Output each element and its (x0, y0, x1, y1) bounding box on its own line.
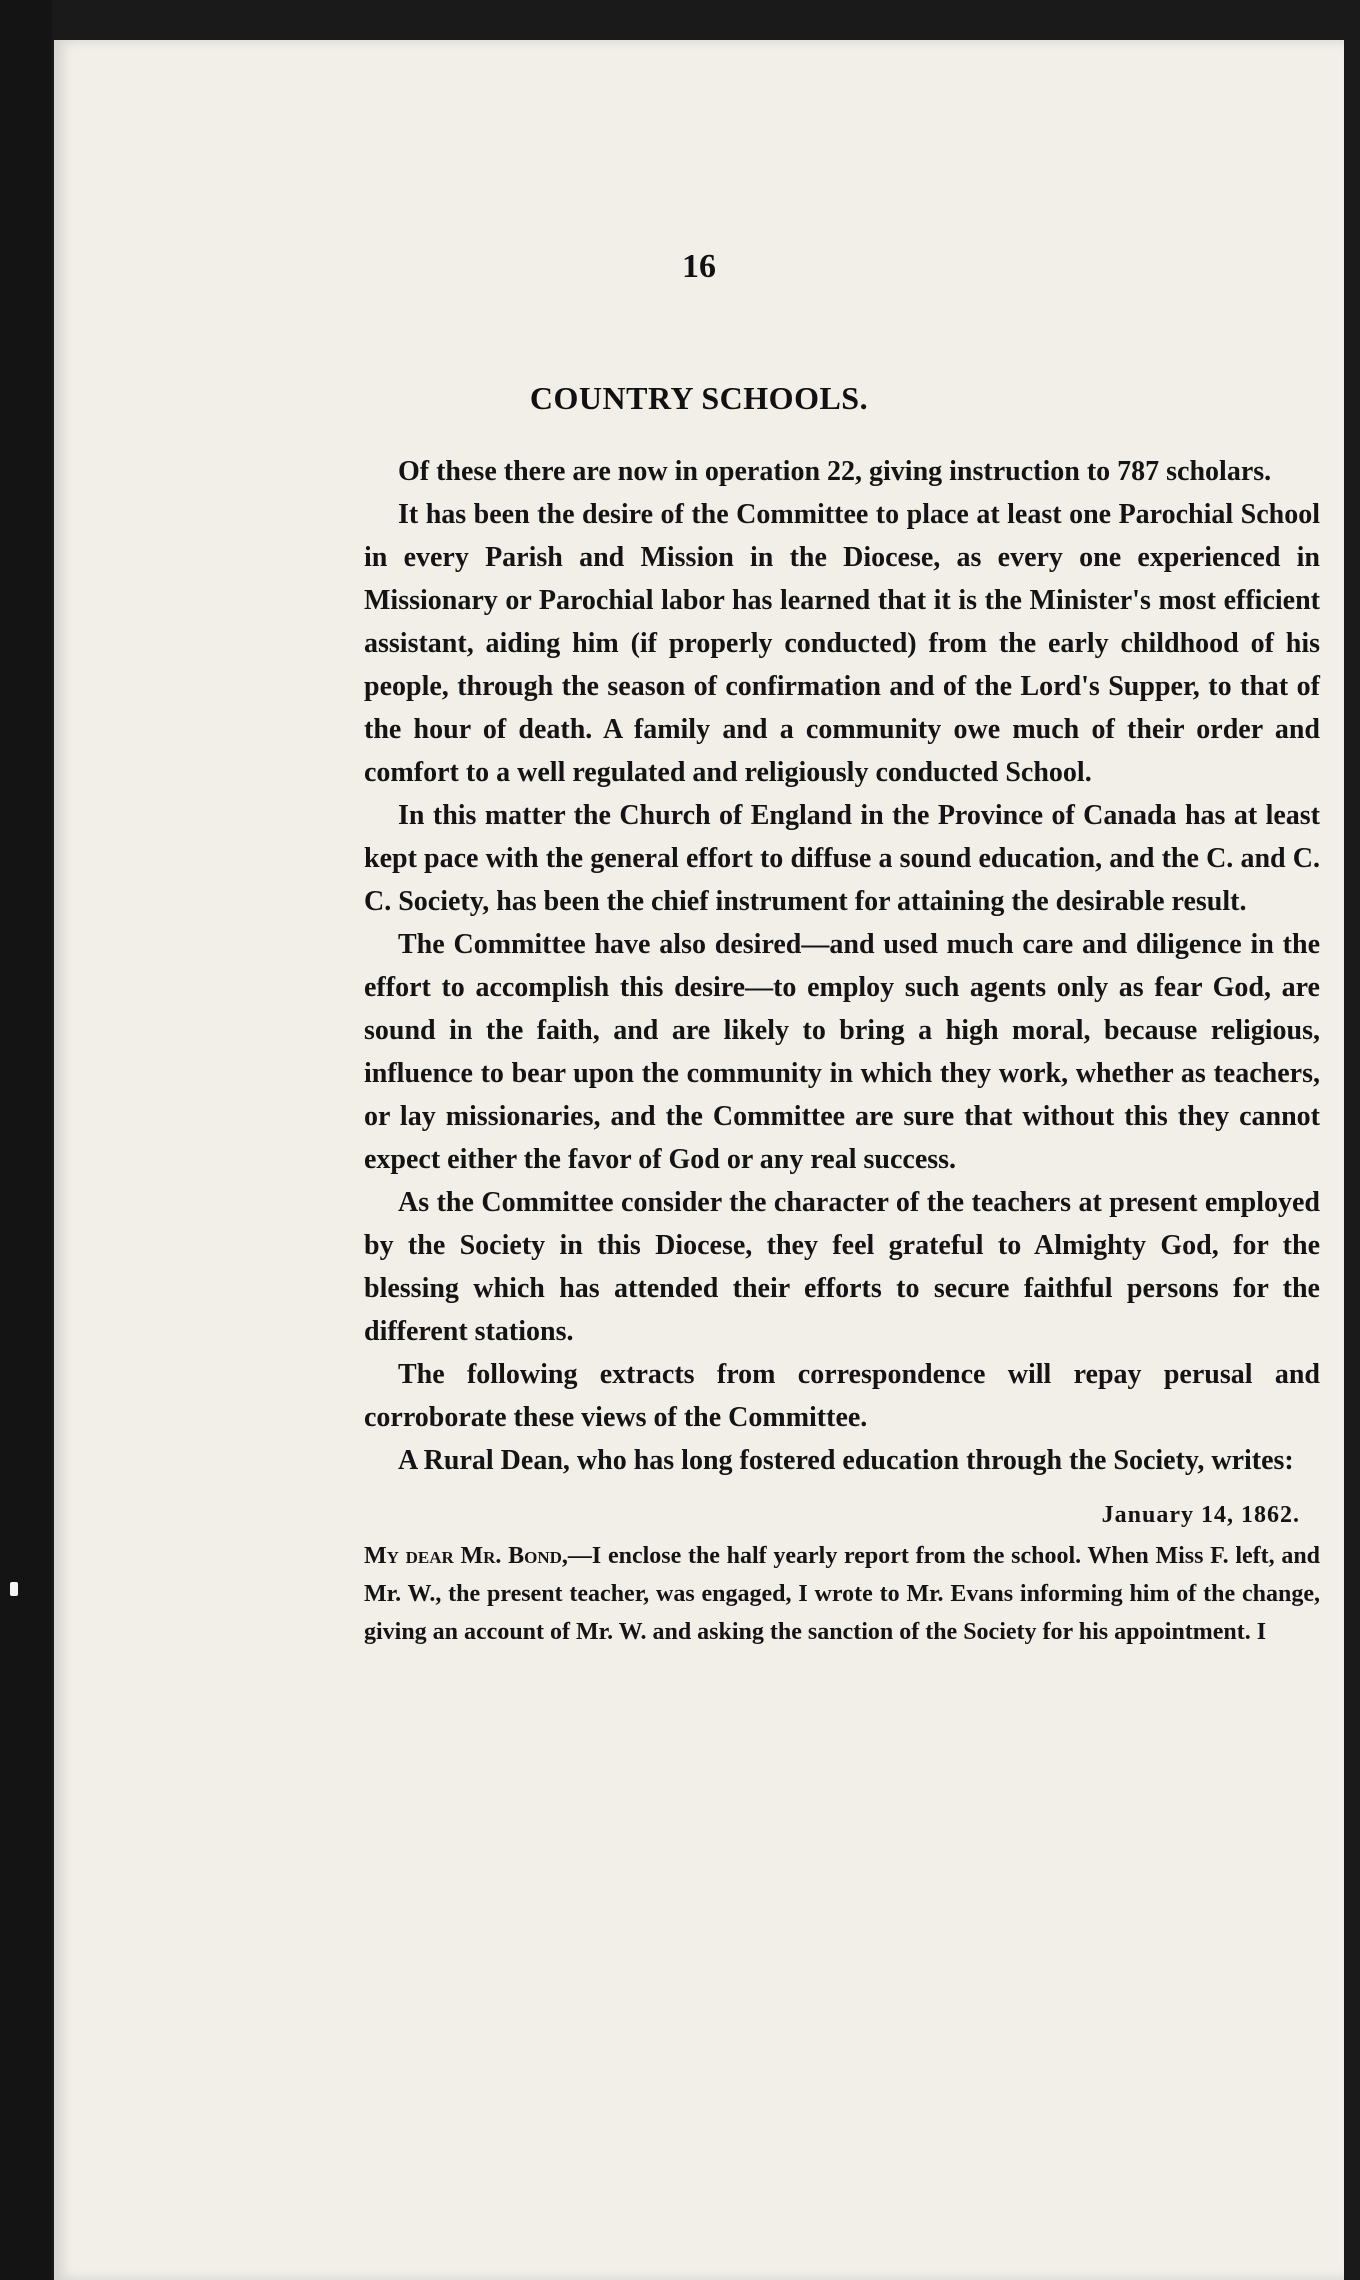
section-heading: COUNTRY SCHOOLS. (529, 380, 869, 416)
letter-date: January 14, 1862. (1101, 1502, 1300, 1528)
scan-speck (10, 1582, 18, 1596)
paragraph-3: In this matter the Church of England in the Province of Canada has at least kept pace with the general effort to diffuse a sound education, and the C. and C. C. Society, has been the chief instrument for attaining the desirable result. (364, 800, 1320, 917)
letter-text: —I enclose the half yearly report from the school. When Miss F. left, and Mr. W., the present teacher, was engaged, I wrote to Mr. Evans informing him of the change, giving an account of Mr. W. and asking the sanction of the Society for his appointment. I (364, 1543, 1321, 1645)
letter-salutation: My dear Mr. Bond, (364, 1543, 568, 1569)
paragraph-1: Of these there are now in operation 22, giving instruction to 787 scholars. (398, 456, 1272, 487)
paragraph-6: The following extracts from correspondence will repay perusal and corroborate these views of the Committee. (364, 1359, 1320, 1433)
body-text (364, 450, 1320, 1651)
paragraph-2: It has been the desire of the Committee to place at least one Parochial School in every Parish and Mission in the Diocese, as every one experienced in Missionary or Parochial labor has learned that it is the Minister's most efficient assistant, aiding him (if properly conducted) from the early childhood of his people, through the season of confirmation and of the Lord's Supper, to that of the hour of death. A family and a community owe much of their order and comfort to a well regulated and religiously conducted School. (364, 499, 1320, 788)
paragraph-4: The Committee have also desired—and used much care and diligence in the effort to accomplish this desire—to employ such agents only as fear God, are sound in the faith, and are likely to bring a high moral, because religious, influence to bear upon the community in which they work, whether as teachers, or lay missionaries, and the Committee are sure that without this they cannot expect either the favor of God or any real success. (364, 929, 1320, 1175)
document-page (54, 40, 1344, 2280)
paragraph-7: A Rural Dean, who has long fostered education through the Society, writes: (398, 1445, 1294, 1476)
page-number: 16 (682, 248, 716, 285)
paragraph-5: As the Committee consider the character of the teachers at present employed by the Society in this Diocese, they feel grateful to Almighty God, for the blessing which has attended their efforts to secure faithful persons for the different stations. (364, 1187, 1320, 1347)
letter-excerpt (364, 1537, 1320, 1651)
scan-margin (0, 0, 52, 2280)
